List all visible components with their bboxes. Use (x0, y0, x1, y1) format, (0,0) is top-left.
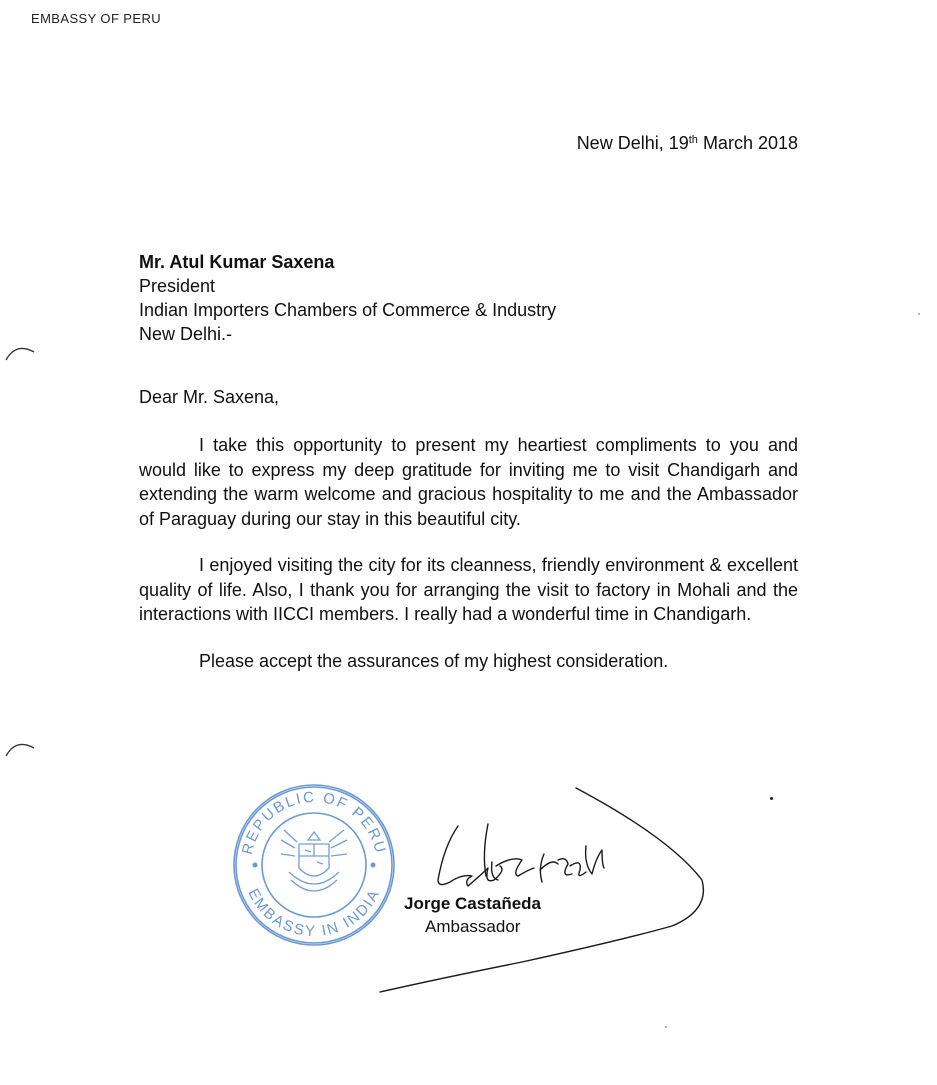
signer-title: Ambassador (425, 917, 521, 936)
salutation: Dear Mr. Saxena, (139, 387, 280, 407)
dateline-ordinal: th (688, 134, 698, 146)
addressee-city: New Delhi.- (139, 324, 233, 344)
dateline-place: New Delhi, 19 (576, 133, 689, 153)
signer-name: Jorge Castañeda (404, 894, 541, 913)
addressee-name: Mr. Atul Kumar Saxena (139, 252, 335, 272)
scan-speck (665, 1026, 667, 1028)
svg-text:REPUBLIC OF PERU: REPUBLIC OF PERU (238, 788, 390, 857)
addressee-organization: Indian Importers Chambers of Commerce & Industry (139, 300, 557, 320)
letter-body (139, 433, 798, 695)
signer-block (404, 892, 541, 938)
scan-speck (918, 313, 920, 315)
closing-sentence: Please accept the assurances of my highest consideration. (199, 650, 669, 671)
addressee-title: President (139, 276, 216, 296)
body-paragraph-1: I take this opportunity to present my heartiest compliments to you and would like to express my deep gratitude for inviting me to visit Chandigarh and extending the warm welcome and gracious hospitality to me and the Ambassador of Paraguay during our stay in this beautiful city. (139, 435, 798, 529)
body-paragraph-2: I enjoyed visiting the city for its cleanness, friendly environment & excellent quality of life. Also, I thank you for arranging the visit to factory in Mohali and the interactions with IICCI members. I really had a wonderful time in Chandigarh. (139, 555, 798, 624)
dateline-rest: March 2018 (697, 133, 798, 153)
punch-hole-mark-lower (2, 736, 36, 758)
addressee-block (139, 250, 556, 346)
scan-speck (770, 797, 773, 800)
letterhead: EMBASSY OF PERU (31, 11, 162, 26)
dateline (577, 133, 798, 154)
punch-hole-mark-upper (2, 340, 36, 362)
svg-text:EMBASSY IN INDIA: EMBASSY IN INDIA (244, 886, 384, 941)
